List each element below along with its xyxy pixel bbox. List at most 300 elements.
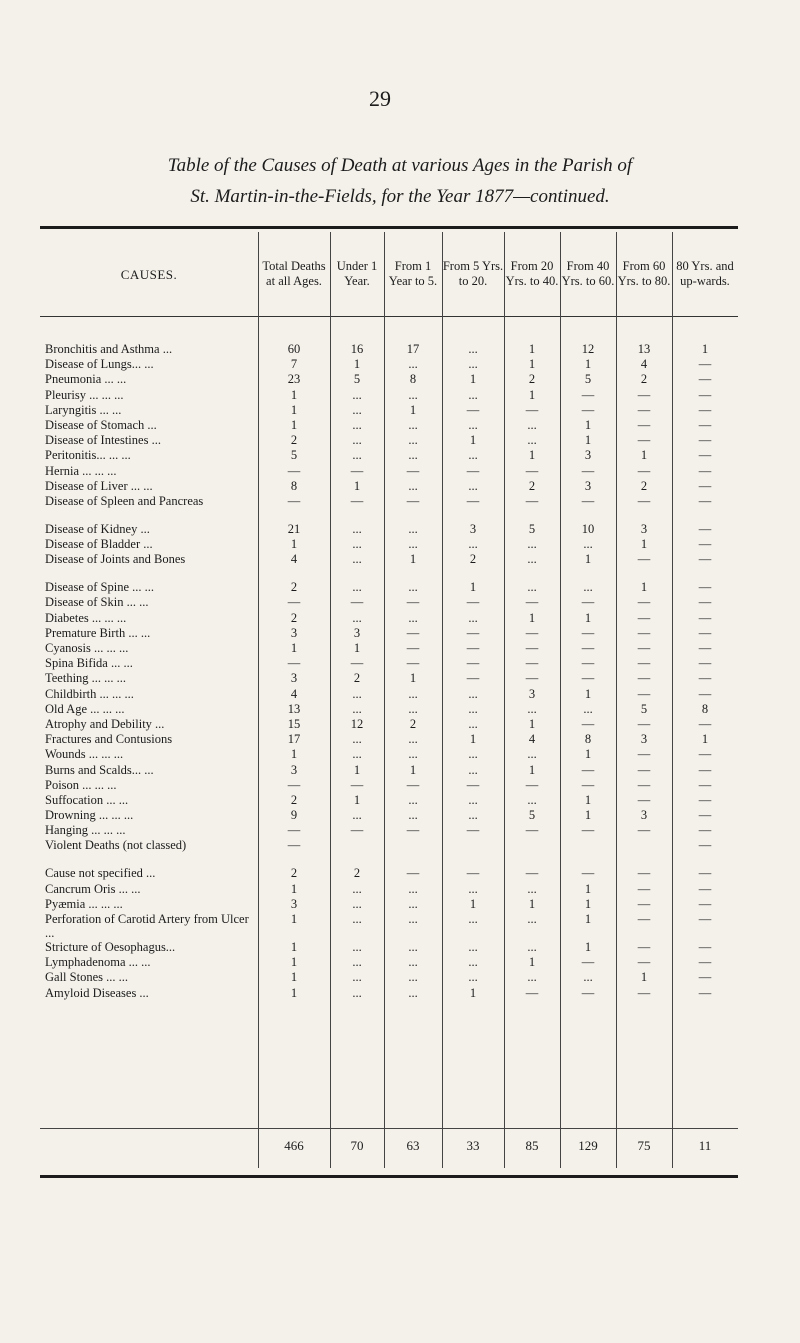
- value-cell: 1: [584, 792, 592, 807]
- table-row: [40, 464, 738, 479]
- table-row: [40, 882, 738, 897]
- cause-label: Disease of Liver ... ...: [45, 478, 153, 493]
- value-cell: ...: [527, 417, 537, 432]
- value-cell: —: [406, 866, 420, 881]
- value-cell: 13: [287, 701, 301, 716]
- table-row: [40, 912, 738, 940]
- value-cell: 4: [528, 732, 536, 747]
- value-cell: —: [466, 625, 480, 640]
- table-row: [40, 595, 738, 610]
- value-cell: —: [698, 940, 712, 954]
- value-cell: ...: [468, 387, 478, 402]
- totals-row: [40, 1138, 738, 1158]
- value-cell: 1: [290, 537, 298, 552]
- value-cell: —: [637, 912, 651, 926]
- value-cell: ...: [468, 417, 478, 432]
- table-row: [40, 611, 738, 626]
- value-cell: —: [637, 625, 651, 640]
- value-cell: —: [698, 478, 712, 493]
- value-cell: 3: [584, 448, 592, 463]
- value-cell: 1: [290, 417, 298, 432]
- value-cell: 3: [290, 671, 298, 686]
- value-cell: 5: [290, 448, 298, 463]
- value-cell: ...: [408, 537, 418, 552]
- value-cell: —: [698, 823, 712, 838]
- header-80-upwards: 80 Yrs. and up-wards.: [676, 259, 734, 288]
- value-cell: —: [406, 641, 420, 655]
- value-cell: 13: [637, 342, 651, 356]
- value-cell: —: [637, 433, 651, 448]
- value-cell: —: [287, 777, 301, 792]
- cause-label: Burns and Scalds... ...: [45, 762, 154, 777]
- cause-label: Wounds ... ... ...: [45, 747, 124, 762]
- table-row: [40, 552, 738, 580]
- value-cell: 1: [353, 357, 361, 372]
- value-cell: 1: [469, 372, 477, 387]
- value-cell: 17: [287, 732, 301, 747]
- value-cell: 1: [290, 402, 298, 417]
- cause-label: Atrophy and Debility ...: [45, 716, 165, 731]
- table-row: [40, 866, 738, 881]
- value-cell: ...: [527, 940, 537, 954]
- cause-label: Hernia ... ... ...: [45, 463, 117, 478]
- value-cell: ...: [468, 716, 478, 731]
- value-cell: ...: [527, 912, 537, 926]
- value-cell: ...: [352, 448, 362, 463]
- table-row: [40, 372, 738, 387]
- value-cell: —: [698, 595, 712, 610]
- cause-label: Gall Stones ... ...: [45, 970, 128, 985]
- value-cell: ...: [408, 985, 418, 1000]
- value-cell: 2: [290, 580, 298, 595]
- table-row: [40, 580, 738, 595]
- table-row: [40, 955, 738, 970]
- header-5-to-20: From 5 Yrs. to 20.: [442, 259, 504, 288]
- value-cell: ...: [468, 448, 478, 463]
- table-row: [40, 671, 738, 686]
- value-cell: 2: [290, 610, 298, 625]
- value-cell: ...: [352, 747, 362, 762]
- value-cell: —: [698, 493, 712, 508]
- value-cell: 1: [584, 686, 592, 701]
- page-number: 29: [369, 86, 391, 111]
- value-cell: —: [698, 896, 712, 911]
- value-cell: 5: [640, 701, 648, 716]
- table-row: [40, 838, 738, 866]
- value-cell: —: [637, 955, 651, 970]
- value-cell: —: [350, 463, 364, 478]
- value-cell: ...: [352, 955, 362, 970]
- value-cell: 1: [584, 747, 592, 762]
- table-row: [40, 342, 738, 357]
- value-cell: 2: [353, 671, 361, 686]
- value-cell: 2: [290, 792, 298, 807]
- table-row: [40, 897, 738, 912]
- value-cell: —: [637, 747, 651, 762]
- cause-label: Violent Deaths (not classed): [45, 838, 187, 853]
- table-header: [40, 232, 738, 316]
- value-cell: 1: [584, 357, 592, 372]
- table-row: [40, 702, 738, 717]
- value-cell: —: [698, 387, 712, 402]
- table-row: [40, 793, 738, 808]
- value-cell: —: [466, 656, 480, 671]
- cause-label: Childbirth ... ... ...: [45, 686, 134, 701]
- value-cell: ...: [468, 881, 478, 896]
- value-cell: —: [287, 656, 301, 671]
- total-cell: 11: [698, 1138, 712, 1153]
- table-row: [40, 970, 738, 985]
- value-cell: —: [698, 716, 712, 731]
- table-row: [40, 522, 738, 537]
- value-cell: 1: [290, 940, 298, 954]
- cause-label: Disease of Skin ... ...: [45, 595, 149, 610]
- value-cell: —: [581, 625, 595, 640]
- table-row: [40, 687, 738, 702]
- header-20-to-40: From 20 Yrs. to 40.: [505, 259, 559, 288]
- value-cell: 1: [353, 641, 361, 655]
- value-cell: —: [581, 402, 595, 417]
- value-cell: 1: [353, 792, 361, 807]
- value-cell: —: [350, 777, 364, 792]
- value-cell: ...: [527, 580, 537, 595]
- value-cell: —: [698, 372, 712, 387]
- value-cell: 1: [528, 896, 536, 911]
- value-cell: ...: [468, 686, 478, 701]
- value-cell: 1: [528, 762, 536, 777]
- value-cell: —: [525, 625, 539, 640]
- value-cell: —: [406, 823, 420, 838]
- value-cell: ...: [352, 402, 362, 417]
- value-cell: —: [525, 656, 539, 671]
- table-title: [80, 150, 720, 212]
- value-cell: —: [466, 823, 480, 838]
- table-row: [40, 403, 738, 418]
- value-cell: 17: [406, 342, 420, 356]
- value-cell: —: [698, 671, 712, 686]
- value-cell: —: [287, 595, 301, 610]
- value-cell: —: [581, 866, 595, 881]
- total-cell: 85: [525, 1138, 539, 1153]
- value-cell: ...: [527, 747, 537, 762]
- value-cell: —: [466, 493, 480, 508]
- value-cell: ...: [527, 970, 537, 985]
- cause-label: Disease of Kidney ...: [45, 521, 150, 536]
- value-cell: —: [698, 610, 712, 625]
- table-row: [40, 494, 738, 522]
- value-cell: —: [698, 625, 712, 640]
- table-row: [40, 641, 738, 656]
- value-cell: —: [698, 402, 712, 417]
- value-cell: —: [637, 716, 651, 731]
- value-cell: 8: [701, 701, 709, 716]
- value-cell: —: [698, 521, 712, 536]
- value-cell: ...: [468, 701, 478, 716]
- cause-label: Peritonitis... ... ...: [45, 448, 131, 463]
- value-cell: —: [525, 985, 539, 1000]
- value-cell: ...: [408, 701, 418, 716]
- value-cell: 2: [640, 372, 648, 387]
- table-row: [40, 479, 738, 494]
- value-cell: ...: [352, 896, 362, 911]
- cause-label: Disease of Bladder ...: [45, 537, 153, 552]
- value-cell: 1: [469, 732, 477, 747]
- value-cell: —: [406, 595, 420, 610]
- total-cell: 70: [350, 1138, 364, 1153]
- value-cell: 3: [353, 625, 361, 640]
- value-cell: 1: [584, 417, 592, 432]
- cause-label: Disease of Joints and Bones: [45, 552, 186, 567]
- value-cell: —: [350, 595, 364, 610]
- value-cell: —: [637, 493, 651, 508]
- value-cell: —: [637, 463, 651, 478]
- value-cell: —: [698, 448, 712, 463]
- value-cell: ...: [468, 478, 478, 493]
- value-cell: —: [581, 493, 595, 508]
- value-cell: ...: [468, 940, 478, 954]
- value-cell: —: [350, 656, 364, 671]
- value-cell: —: [406, 777, 420, 792]
- header-rule: [40, 316, 738, 317]
- cause-label: Fractures and Contusions: [45, 732, 173, 747]
- table-row: [40, 537, 738, 552]
- title-line-2: St. Martin-in-the-Fields, for the Year 1877—continued.: [190, 186, 610, 207]
- value-cell: —: [698, 433, 712, 448]
- value-cell: ...: [527, 792, 537, 807]
- value-cell: ...: [352, 912, 362, 926]
- value-cell: 8: [584, 732, 592, 747]
- value-cell: 1: [640, 580, 648, 595]
- value-cell: —: [637, 671, 651, 686]
- cause-label: Spina Bifida ... ...: [45, 656, 133, 671]
- table-row: [40, 357, 738, 372]
- value-cell: —: [581, 595, 595, 610]
- value-cell: 1: [353, 478, 361, 493]
- value-cell: —: [698, 580, 712, 595]
- value-cell: 1: [640, 537, 648, 552]
- cause-label: Disease of Spleen and Pancreas: [45, 493, 204, 508]
- cause-label: Diabetes ... ... ...: [45, 610, 127, 625]
- value-cell: —: [581, 656, 595, 671]
- value-cell: ...: [352, 521, 362, 536]
- table-row: [40, 778, 738, 793]
- value-cell: ...: [408, 417, 418, 432]
- value-cell: ...: [408, 970, 418, 985]
- table-row: [40, 717, 738, 732]
- value-cell: ...: [583, 580, 593, 595]
- value-cell: 3: [640, 521, 648, 536]
- total-cell: 129: [578, 1138, 598, 1153]
- value-cell: —: [637, 656, 651, 671]
- value-cell: —: [698, 912, 712, 926]
- value-cell: ...: [352, 701, 362, 716]
- value-cell: 1: [584, 940, 592, 954]
- value-cell: 1: [584, 881, 592, 896]
- value-cell: 9: [290, 808, 298, 823]
- value-cell: —: [466, 641, 480, 655]
- value-cell: —: [637, 610, 651, 625]
- cause-label: Amyloid Diseases ...: [45, 985, 149, 1000]
- table-row: [40, 656, 738, 671]
- value-cell: —: [581, 762, 595, 777]
- cause-label: Pleurisy ... ... ...: [45, 387, 124, 402]
- value-cell: —: [698, 686, 712, 701]
- value-cell: —: [698, 357, 712, 372]
- cause-label: Disease of Lungs... ...: [45, 357, 154, 372]
- cause-label: Cancrum Oris ... ...: [45, 881, 141, 896]
- table-body: [40, 342, 738, 1001]
- value-cell: 1: [584, 808, 592, 823]
- value-cell: ...: [527, 537, 537, 552]
- value-cell: —: [466, 463, 480, 478]
- value-cell: 2: [353, 866, 361, 881]
- value-cell: —: [698, 777, 712, 792]
- value-cell: ...: [408, 433, 418, 448]
- value-cell: —: [525, 402, 539, 417]
- table-row: [40, 940, 738, 955]
- value-cell: ...: [583, 701, 593, 716]
- value-cell: —: [581, 387, 595, 402]
- header-40-to-60: From 40 Yrs. to 60.: [561, 259, 615, 288]
- cause-label: Bronchitis and Asthma ...: [45, 342, 173, 356]
- value-cell: —: [466, 595, 480, 610]
- value-cell: ...: [408, 686, 418, 701]
- cause-label: Drowning ... ... ...: [45, 808, 134, 823]
- value-cell: ...: [408, 580, 418, 595]
- header-under-1: Under 1 Year.: [336, 259, 378, 288]
- value-cell: 1: [290, 881, 298, 896]
- value-cell: —: [637, 777, 651, 792]
- value-cell: 1: [290, 985, 298, 1000]
- value-cell: 1: [409, 762, 417, 777]
- value-cell: 7: [290, 357, 298, 372]
- value-cell: ...: [583, 537, 593, 552]
- value-cell: 1: [528, 342, 536, 356]
- cause-label: Cause not specified ...: [45, 866, 156, 881]
- value-cell: —: [525, 641, 539, 655]
- value-cell: 4: [290, 552, 298, 567]
- table-row: [40, 747, 738, 762]
- value-cell: 1: [290, 955, 298, 970]
- value-cell: 5: [528, 521, 536, 536]
- value-cell: 2: [469, 552, 477, 567]
- header-1-to-5: From 1 Year to 5.: [388, 259, 438, 288]
- value-cell: 1: [409, 671, 417, 686]
- table-row: [40, 823, 738, 838]
- total-cell: 63: [406, 1138, 420, 1153]
- cause-label: Teething ... ... ...: [45, 671, 127, 686]
- title-line-1: Table of the Causes of Death at various Ages in the Parish of: [167, 155, 633, 176]
- value-cell: —: [637, 940, 651, 954]
- value-cell: ...: [408, 955, 418, 970]
- value-cell: —: [406, 625, 420, 640]
- value-cell: 23: [287, 372, 301, 387]
- value-cell: ...: [408, 610, 418, 625]
- value-cell: —: [637, 866, 651, 881]
- value-cell: ...: [468, 357, 478, 372]
- value-cell: —: [525, 777, 539, 792]
- value-cell: ...: [352, 686, 362, 701]
- cause-label: Old Age ... ... ...: [45, 701, 125, 716]
- value-cell: —: [698, 881, 712, 896]
- value-cell: —: [581, 671, 595, 686]
- value-cell: 3: [640, 732, 648, 747]
- value-cell: —: [698, 838, 712, 853]
- value-cell: ...: [408, 912, 418, 926]
- value-cell: 1: [584, 896, 592, 911]
- value-cell: ...: [468, 610, 478, 625]
- cause-label: Lymphadenoma ... ...: [45, 955, 151, 970]
- value-cell: 4: [640, 357, 648, 372]
- value-cell: 1: [528, 716, 536, 731]
- header-causes: CAUSES.: [120, 266, 178, 282]
- value-cell: —: [698, 552, 712, 567]
- value-cell: 1: [640, 970, 648, 985]
- total-cell: 75: [637, 1138, 651, 1153]
- value-cell: —: [581, 777, 595, 792]
- value-cell: ...: [352, 940, 362, 954]
- value-cell: ...: [468, 912, 478, 926]
- value-cell: —: [287, 838, 301, 853]
- value-cell: 1: [469, 985, 477, 1000]
- value-cell: ...: [408, 747, 418, 762]
- value-cell: ...: [468, 747, 478, 762]
- value-cell: 1: [290, 747, 298, 762]
- value-cell: ...: [468, 762, 478, 777]
- cause-label: Cyanosis ... ... ...: [45, 641, 129, 655]
- total-cell: 33: [466, 1138, 480, 1153]
- value-cell: ...: [468, 537, 478, 552]
- value-cell: —: [698, 656, 712, 671]
- value-cell: 16: [350, 342, 364, 356]
- value-cell: ...: [408, 732, 418, 747]
- table-row: [40, 732, 738, 747]
- value-cell: ...: [408, 478, 418, 493]
- value-cell: ...: [352, 433, 362, 448]
- value-cell: 2: [528, 372, 536, 387]
- value-cell: ...: [352, 387, 362, 402]
- value-cell: ...: [527, 881, 537, 896]
- value-cell: —: [287, 823, 301, 838]
- value-cell: —: [581, 641, 595, 655]
- value-cell: —: [698, 792, 712, 807]
- value-cell: 2: [290, 433, 298, 448]
- table-row: [40, 626, 738, 641]
- value-cell: —: [637, 641, 651, 655]
- value-cell: —: [525, 595, 539, 610]
- value-cell: 1: [290, 387, 298, 402]
- value-cell: —: [350, 493, 364, 508]
- value-cell: —: [466, 671, 480, 686]
- header-60-to-80: From 60 Yrs. to 80.: [617, 259, 671, 288]
- value-cell: —: [466, 777, 480, 792]
- value-cell: —: [581, 985, 595, 1000]
- value-cell: —: [287, 463, 301, 478]
- value-cell: 1: [290, 641, 298, 655]
- value-cell: ...: [352, 580, 362, 595]
- value-cell: —: [581, 823, 595, 838]
- value-cell: —: [350, 823, 364, 838]
- value-cell: 1: [469, 896, 477, 911]
- value-cell: 1: [353, 762, 361, 777]
- value-cell: ...: [352, 881, 362, 896]
- value-cell: —: [698, 747, 712, 762]
- cause-label: Laryngitis ... ...: [45, 402, 122, 417]
- value-cell: —: [698, 463, 712, 478]
- value-cell: —: [698, 955, 712, 970]
- value-cell: ...: [408, 940, 418, 954]
- value-cell: 2: [640, 478, 648, 493]
